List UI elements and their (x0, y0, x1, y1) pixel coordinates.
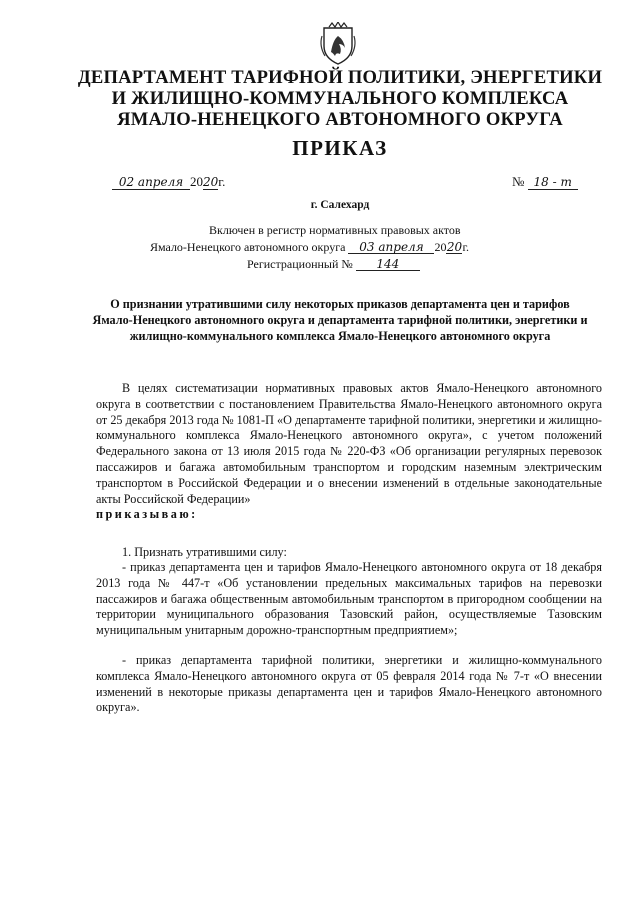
handwritten-registry-number: 144 (356, 258, 420, 271)
registry-year-suffix: г. (462, 240, 470, 254)
orders-word: приказываю: (96, 507, 198, 522)
registry-number-label: Регистрационный № (247, 257, 353, 271)
registry-region: Ямало-Ненецкого автономного округа (150, 240, 346, 254)
sub-item-2: - приказ департамента тарифной политики, энергетики и жилищно-коммунального комплекса Ямало-Ненецкого автономного округа от 05 февраля 2014 года № 7-т «О внесении изменений в некоторые приказы департамента цен и тарифов Ямало-Ненецкого автономного округа». (96, 653, 602, 715)
order-date (112, 174, 225, 190)
department-name-line-3: ЯМАЛО-НЕНЕЦКОГО АВТОНОМНОГО ОКРУГА (117, 109, 563, 130)
year-suffix: г. (218, 174, 226, 189)
item-1: 1. Признать утратившими силу: (122, 545, 287, 559)
registry-line-2 (150, 240, 469, 255)
preamble-paragraph (96, 381, 602, 523)
coat-of-arms-emblem-icon (318, 22, 358, 66)
department-name-line-1: ДЕПАРТАМЕНТ ТАРИФНОЙ ПОЛИТИКИ, ЭНЕРГЕТИКИ (77, 67, 603, 88)
order-subject: О признании утратившими силу некоторых приказов департамента цен и тарифов Ямало-Ненецкого автономного округа и департамента тарифной политики, энергетики и жилищно-коммунального комплекса Ямало-Ненецкого автономного округа (92, 297, 588, 343)
year-prefix: 20 (190, 174, 203, 189)
registry-line-1: Включен в регистр нормативных правовых актов (209, 223, 461, 237)
handwritten-year: 20 (203, 175, 219, 189)
handwritten-registry-year: 20 (446, 240, 463, 254)
handwritten-day: 02 апреля (112, 176, 190, 190)
registry-year-prefix: 20 (434, 240, 447, 254)
department-name-line-2: И ЖИЛИЩНО-КОММУНАЛЬНОГО КОМПЛЕКСА (111, 88, 569, 109)
sub-item-1: - приказ департамента цен и тарифов Ямало-Ненецкого автономного округа от 18 декабря 2013 года № 447-т «Об установлении предельных максимальных тарифов на перевозки пассажиров и багажа общественным автомобильным транспортом в пригородном сообщении на территории муниципального образования Тазовский район, осуществляемые Тазовским муниципальным унитарным дорожно-транспортным предприятием»; (96, 560, 602, 638)
registry-line-3 (247, 257, 420, 272)
handwritten-registry-date: 03 апреля (348, 241, 434, 254)
handwritten-number: 18 - т (528, 176, 578, 190)
order-number (512, 174, 578, 190)
city: г. Салехард (310, 199, 370, 211)
number-sign: № (512, 174, 525, 189)
preamble-text: В целях систематизации нормативных правовых актов Ямало-Ненецкого автономного округа в соответствии с постановлением Правительства Ямало-Ненецкого автономного округа от 25 декабря 2013 года № 1081-П «О департаменте тарифной политики, энергетики и жилищно-коммунального комплекса Ямало-Ненецкого автономного округа», с учетом положений Федерального закона от 13 июля 2015 года № 220-ФЗ «Об организации регулярных перевозок пассажиров и багажа автомобильным транспортом и городским наземным электрическим транспортом в Российской Федерации и о внесении изменений в отдельные законодательные акты Российской Федерации» (96, 381, 602, 506)
document-title: ПРИКАЗ (292, 136, 388, 160)
